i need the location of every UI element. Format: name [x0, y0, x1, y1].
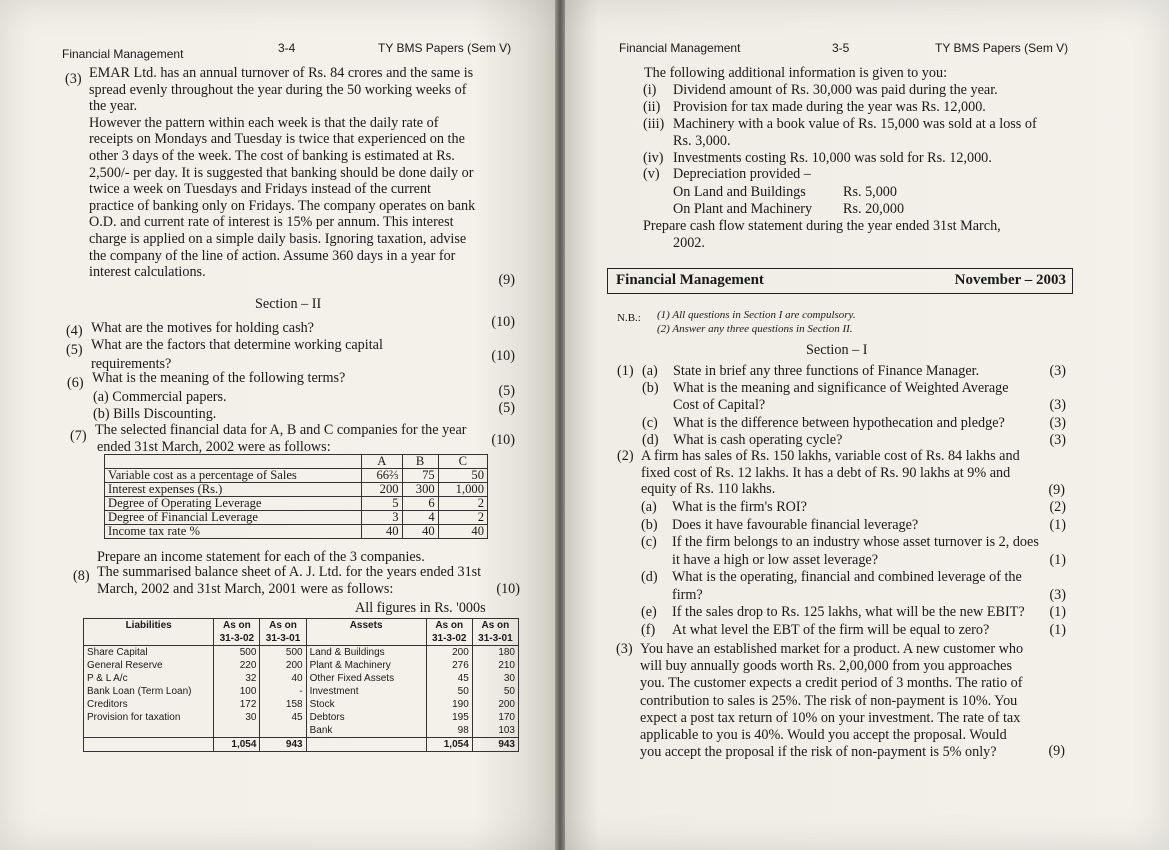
- info-item: [643, 99, 1068, 116]
- q6-item-a: (a) Commercial papers.: [93, 389, 227, 405]
- bs-header-ason: As on: [435, 620, 464, 631]
- bs-row: [84, 646, 519, 660]
- additional-info-list: [643, 82, 1068, 183]
- bs-total-row: [84, 738, 519, 752]
- r-q1-item-text: What is the difference between hypothecation and pledge?: [673, 414, 1005, 431]
- section-1-heading: Section – I: [806, 342, 868, 358]
- bs-row: [84, 672, 519, 685]
- right-page-number: 3-5: [832, 41, 850, 55]
- bs-asset-2001: 180: [472, 646, 518, 660]
- bs-asset-2002: 190: [426, 698, 472, 711]
- q7-table-row: [105, 525, 488, 539]
- book-gutter: [555, 0, 565, 850]
- bs-liability-name: P & L A/c: [84, 672, 214, 685]
- bs-liability-name: Share Capital: [84, 646, 214, 660]
- r-q2-text: [641, 448, 1066, 498]
- bs-row: [84, 659, 519, 672]
- info-item-text: Machinery with a book value of Rs. 15,000 was sold at a loss of: [673, 115, 1037, 132]
- bs-header-asset-2002: [426, 619, 472, 646]
- right-header-paper: TY BMS Papers (Sem V): [935, 41, 1069, 55]
- bs-asset-2001: 50: [472, 685, 518, 698]
- bs-asset-2002: 50: [426, 685, 472, 698]
- q7-row-value: 2: [438, 497, 487, 511]
- bs-row: [84, 698, 519, 711]
- q7-row-value: 40: [362, 525, 403, 539]
- bs-empty-cell: [260, 724, 306, 738]
- r-q2-item: [641, 534, 1066, 552]
- r-q2-item-marks: (1): [1049, 604, 1066, 620]
- bs-header-date-2002: 31-3-02: [219, 633, 255, 644]
- r-q2-item: [641, 499, 1066, 517]
- q5-text-line1: What are the factors that determine working capital: [91, 337, 383, 353]
- dep-land-label: On Land and Buildings: [673, 184, 806, 200]
- bs-total-asset-label-cell: [306, 738, 426, 752]
- r-q1-item-marks: (3): [1049, 363, 1066, 379]
- r-q2-item-text: At what level the EBT of the firm will be equal to zero?: [672, 621, 990, 638]
- r-q3-text-line: will buy annually goods worth Rs. 2,00,000 from you approaches: [640, 658, 1012, 675]
- q8-figures-note: All figures in Rs. '000s: [355, 600, 486, 616]
- bs-liability-name: General Reserve: [84, 659, 214, 672]
- info-item: [643, 133, 1068, 150]
- r-q2-text-line: fixed cost of Rs. 12 lakhs. It has a debt of Rs. 90 lakhs at 9% and: [641, 464, 1011, 481]
- r-q2-item: [641, 587, 1066, 605]
- q7-row-value: 75: [402, 469, 438, 483]
- bs-asset-name: Other Fixed Assets: [306, 672, 426, 685]
- q7-col-c: C: [438, 455, 487, 469]
- bs-liability-name: Bank Loan (Term Loan): [84, 685, 214, 698]
- bs-liability-2001: 200: [260, 659, 306, 672]
- r-q1-item: [642, 397, 1066, 414]
- r-q2-number: (2): [617, 448, 634, 464]
- q7-row-value: 50: [438, 469, 487, 483]
- q7-row-label: Interest expenses (Rs.): [105, 483, 362, 497]
- q5-text-line2: requirements?: [91, 356, 172, 372]
- r-q3-text-line: you accept the proposal if the risk of non-payment is 5% only?: [640, 744, 997, 761]
- bs-header-date-2002: 31-3-02: [431, 633, 467, 644]
- r-q2-item-marks: (2): [1049, 499, 1066, 515]
- q3-text: [89, 65, 519, 281]
- paper-subject: Financial Management: [616, 272, 764, 288]
- bs-header-ason: As on: [222, 620, 251, 631]
- q3-text-line: twice a week on Tuesdays and Fridays instead of the current: [89, 181, 431, 198]
- bs-row: [84, 685, 519, 698]
- info-item-text: Investments costing Rs. 10,000 was sold for Rs. 12,000.: [673, 149, 992, 166]
- bs-asset-name: Bank: [306, 724, 426, 738]
- bs-header-asset-2001: [472, 619, 518, 646]
- bs-header-date-2001: 31-3-01: [265, 633, 301, 644]
- q3-text-line: However the pattern within each week is that the daily rate of: [89, 114, 439, 131]
- q6-item-b: (b) Bills Discounting.: [93, 406, 217, 422]
- info-item-label: (ii): [643, 98, 661, 115]
- r-q2-item-label: (c): [641, 534, 657, 550]
- q7-row-value: 2: [438, 511, 487, 525]
- q7-row-value: 300: [402, 483, 438, 497]
- r-q2-item: [641, 622, 1066, 640]
- info-item: [643, 116, 1068, 133]
- r-q2-item: [641, 569, 1066, 587]
- bs-asset-2001: 30: [472, 672, 518, 685]
- bs-total-label-cell: [84, 738, 214, 752]
- r-q2-item-text: What is the firm's ROI?: [672, 499, 807, 515]
- info-item-label: (iv): [643, 149, 664, 166]
- r-q2-item-label: (a): [641, 499, 657, 515]
- r-q1-item-label: (c): [642, 414, 658, 431]
- r-q1-item: [642, 432, 1066, 449]
- info-item-text: Provision for tax made during the year was Rs. 12,000.: [673, 98, 986, 115]
- r-q2-items: [641, 499, 1066, 639]
- info-item: [643, 150, 1068, 167]
- q6-number: (6): [67, 375, 84, 391]
- r-q2-item-label: (d): [641, 569, 658, 585]
- bs-empty-cell: [214, 724, 260, 738]
- bs-asset-2002: 200: [426, 646, 472, 660]
- bs-header-date-2001: 31-3-01: [478, 633, 513, 644]
- bs-liability-2002: 32: [214, 672, 260, 685]
- bs-total-liab-2002: 1,054: [214, 738, 260, 752]
- r-q2-item: [641, 517, 1066, 535]
- bs-asset-2001: 210: [472, 659, 518, 672]
- r-q2-item-marks: (1): [1049, 551, 1066, 568]
- q3-text-line: charge is applied on a simple daily basis. Ignoring taxation, advise: [89, 230, 467, 247]
- bs-asset-name: Plant & Machinery: [306, 659, 426, 672]
- r-q1-item: [642, 380, 1066, 397]
- r-q2-item-text: Does it have favourable financial leverage?: [672, 516, 919, 533]
- q7-data-table: [104, 454, 488, 539]
- info-item-label: (iii): [643, 115, 665, 132]
- bs-empty-cell: [84, 724, 214, 738]
- nb-note-1: (1) All questions in Section I are compulsory.: [657, 309, 856, 321]
- q7-text-line2: ended 31st March, 2002 were as follows:: [97, 439, 331, 455]
- bs-header-liabilities: Liabilities: [84, 619, 214, 646]
- r-q1-item-label: (d): [642, 431, 659, 448]
- bs-liability-2002: 220: [214, 659, 260, 672]
- r-q3-number: (3): [616, 641, 633, 657]
- r-q2-item-label: (e): [641, 604, 657, 620]
- r-q2-item-text: What is the operating, financial and combined leverage of the: [672, 569, 1022, 585]
- r-q1-item-label: (b): [642, 380, 659, 397]
- section-2-heading: Section – II: [255, 296, 322, 312]
- dep-plant-label: On Plant and Machinery: [673, 201, 813, 217]
- q7-col-b: B: [402, 455, 438, 469]
- bs-total-asset-2002: 1,054: [426, 738, 472, 752]
- q7-row-value: 40: [438, 525, 487, 539]
- q7-row-label: Degree of Financial Leverage: [105, 511, 362, 525]
- q4-text: What are the motives for holding cash?: [91, 320, 314, 336]
- q7-row-value: 66⅔: [362, 469, 403, 483]
- q7-marks: (10): [491, 432, 515, 448]
- q7-row-value: 40: [402, 525, 438, 539]
- q3-number: (3): [65, 71, 82, 87]
- r-q2-item: [641, 604, 1066, 622]
- r-q2-item-text: firm?: [672, 586, 703, 603]
- r-q3-text-line: applicable to you is 40%. Would you accept the proposal. Would: [640, 726, 1007, 743]
- info-item-text: Depreciation provided –: [673, 166, 811, 183]
- info-item-text: Dividend amount of Rs. 30,000 was paid during the year.: [673, 82, 998, 98]
- q8-marks: (10): [496, 581, 520, 597]
- q7-row-value: 4: [402, 511, 438, 525]
- q6-marks-a: (5): [498, 383, 515, 399]
- q7-table-row: [105, 511, 488, 525]
- q3-text-line: the year.: [89, 98, 138, 115]
- bs-row: [84, 724, 519, 738]
- prepare-line2: 2002.: [673, 235, 705, 251]
- q7-row-label: Degree of Operating Leverage: [105, 497, 362, 511]
- bs-liability-2002: 30: [214, 711, 260, 724]
- q3-text-line: 2,500/- per day. It is suggested that banking should be done daily or: [89, 164, 474, 181]
- r-q2-item-label: (f): [641, 621, 656, 638]
- bs-liability-name: Creditors: [84, 698, 214, 711]
- info-item-label: (i): [643, 82, 657, 98]
- r-q2-item-marks: (3): [1049, 586, 1066, 603]
- dep-land-value: Rs. 5,000: [843, 184, 897, 200]
- r-q1-item-marks: (3): [1049, 397, 1066, 414]
- r-q3-text-line: contribution to sales is 25%. The risk of non-payment is 10%. You: [640, 692, 1018, 709]
- info-item: [643, 166, 1068, 183]
- r-q1-item-text: What is cash operating cycle?: [673, 431, 843, 448]
- q8-text-line1: The summarised balance sheet of A. J. Ltd. for the years ended 31st: [97, 564, 482, 580]
- r-q3-text-line: expect a post tax return of 10% on your investment. The rate of tax: [640, 709, 1021, 726]
- bs-liability-2001: 45: [260, 711, 306, 724]
- nb-note-2: (2) Answer any three questions in Section II.: [657, 323, 853, 335]
- q7-row-value: 3: [362, 511, 403, 525]
- r-q2-marks: (9): [1048, 482, 1065, 498]
- bs-asset-2002: 98: [426, 724, 472, 738]
- q3-text-line: O.D. and current rate of interest is 15% per annum. This interest: [89, 214, 454, 231]
- r-q1-item-marks: (3): [1049, 431, 1066, 448]
- r-q2-item-text: it have a high or low asset leverage?: [672, 551, 879, 568]
- bs-header-liab-2001: [260, 619, 306, 646]
- bs-asset-2002: 276: [426, 659, 472, 672]
- q8-text-line2: March, 2002 and 31st March, 2001 were as follows:: [97, 581, 394, 597]
- r-q1-item-marks: (3): [1049, 414, 1066, 431]
- bs-asset-2002: 45: [426, 672, 472, 685]
- q6-text: What is the meaning of the following terms?: [92, 370, 346, 386]
- r-q1-item-label: (a): [642, 363, 658, 379]
- right-header-title: Financial Management: [619, 41, 741, 55]
- q7-table-row: [105, 497, 488, 511]
- q3-text-line: interest calculations.: [89, 264, 206, 281]
- bs-header-ason: As on: [481, 620, 510, 631]
- q5-marks: (10): [491, 348, 515, 364]
- left-header-paper: TY BMS Papers (Sem V): [378, 41, 512, 55]
- q7-text-line1: The selected financial data for A, B and C companies for the year: [95, 422, 467, 438]
- q4-number: (4): [66, 323, 83, 339]
- balance-sheet-table: [83, 618, 519, 752]
- q7-row-value: 6: [402, 497, 438, 511]
- q5-number: (5): [66, 342, 83, 358]
- bs-header-assets: Assets: [306, 619, 426, 646]
- q7-row-label: Variable cost as a percentage of Sales: [105, 469, 362, 483]
- dep-plant-value: Rs. 20,000: [843, 201, 905, 217]
- additional-info-intro: The following additional information is given to you:: [644, 65, 948, 81]
- bs-total-liab-2001: 943: [260, 738, 306, 752]
- r-q1-item-text: Cost of Capital?: [673, 397, 766, 414]
- r-q2-text-line: A firm has sales of Rs. 150 lakhs, variable cost of Rs. 84 lakhs and: [641, 448, 1020, 464]
- q3-text-line: other 3 days of the week. The cost of banking is estimated at Rs.: [89, 147, 455, 164]
- r-q1-item: [642, 415, 1066, 432]
- q3-text-line: the company of the line of action. Assume 360 days in a year for: [89, 247, 456, 264]
- left-header-title: Financial Management: [62, 47, 184, 61]
- q7-instruction: Prepare an income statement for each of the 3 companies.: [97, 549, 425, 565]
- bs-asset-name: Stock: [306, 698, 426, 711]
- bs-liability-2002: 172: [214, 698, 260, 711]
- info-item-text: Rs. 3,000.: [673, 132, 731, 149]
- r-q2-item-label: (b): [641, 516, 658, 533]
- bs-total-asset-2001: 943: [472, 738, 518, 752]
- bs-row: [84, 711, 519, 724]
- q8-number: (8): [73, 568, 90, 584]
- q7-row-label: Income tax rate %: [105, 525, 362, 539]
- prepare-line1: Prepare cash flow statement during the year ended 31st March,: [643, 218, 1001, 234]
- paper-date: November – 2003: [954, 272, 1066, 288]
- q3-marks: (9): [498, 272, 515, 288]
- bs-liability-name: Provision for taxation: [84, 711, 214, 724]
- r-q2-item-text: If the sales drop to Rs. 125 lakhs, what will be the new EBIT?: [672, 604, 1025, 620]
- r-q1-items: [642, 363, 1066, 449]
- r-q2-text-line: equity of Rs. 110 lakhs.: [641, 481, 776, 498]
- bs-header-liab-2002: [214, 619, 260, 646]
- q6-marks-b: (5): [498, 400, 515, 416]
- bs-liability-2001: 158: [260, 698, 306, 711]
- q7-number: (7): [70, 428, 87, 444]
- bs-liability-2002: 500: [214, 646, 260, 660]
- r-q1-item: [642, 363, 1066, 380]
- q4-marks: (10): [491, 314, 515, 330]
- bs-liability-2001: 500: [260, 646, 306, 660]
- q7-row-value: 5: [362, 497, 403, 511]
- bs-liability-2001: 40: [260, 672, 306, 685]
- bs-asset-name: Investment: [306, 685, 426, 698]
- q3-text-line: EMAR Ltd. has an annual turnover of Rs. 84 crores and the same is: [89, 65, 474, 81]
- q3-text-line: spread evenly throughout the year during the 50 working weeks of: [89, 81, 467, 98]
- r-q3-text-line: you. The customer expects a credit period of 3 months. The ratio of: [640, 675, 1023, 692]
- r-q1-number: (1): [617, 363, 634, 379]
- q7-col-a: A: [362, 455, 403, 469]
- nb-label: N.B.:: [617, 312, 641, 324]
- bs-liability-2002: 100: [214, 685, 260, 698]
- r-q2-item-marks: (1): [1049, 621, 1066, 638]
- q7-table-row: [105, 469, 488, 483]
- q7-row-value: 1,000: [438, 483, 487, 497]
- bs-asset-name: Land & Buildings: [306, 646, 426, 660]
- info-item: [643, 82, 1068, 99]
- r-q2-item-marks: (1): [1049, 516, 1066, 533]
- r-q1-item-text: What is the meaning and significance of Weighted Average: [673, 380, 1009, 397]
- left-page-number: 3-4: [278, 41, 296, 55]
- r-q3-text-line: You have an established market for a product. A new customer who: [640, 641, 1024, 657]
- q7-table-corner: [105, 455, 362, 469]
- bs-asset-2001: 200: [472, 698, 518, 711]
- q7-row-value: 200: [362, 483, 403, 497]
- r-q3-marks: (9): [1048, 743, 1065, 759]
- bs-asset-name: Debtors: [306, 711, 426, 724]
- bs-asset-2002: 195: [426, 711, 472, 724]
- q3-text-line: practice of banking only on Fridays. The company operates on bank: [89, 197, 476, 214]
- bs-header-ason: As on: [269, 620, 297, 631]
- bs-asset-2001: 103: [472, 724, 518, 738]
- r-q1-item-text: State in brief any three functions of Finance Manager.: [673, 363, 980, 379]
- q7-table-row: [105, 483, 488, 497]
- r-q2-item-text: If the firm belongs to an industry whose asset turnover is 2, does: [672, 534, 1039, 550]
- paper-title-box: [607, 268, 1073, 294]
- q3-text-line: receipts on Mondays and Tuesday is twice that experienced on the: [89, 131, 465, 148]
- bs-liability-2001: -: [260, 685, 306, 698]
- info-item-label: (v): [643, 166, 660, 183]
- bs-asset-2001: 170: [472, 711, 518, 724]
- r-q3-text: [640, 641, 1065, 761]
- r-q2-item: [641, 552, 1066, 570]
